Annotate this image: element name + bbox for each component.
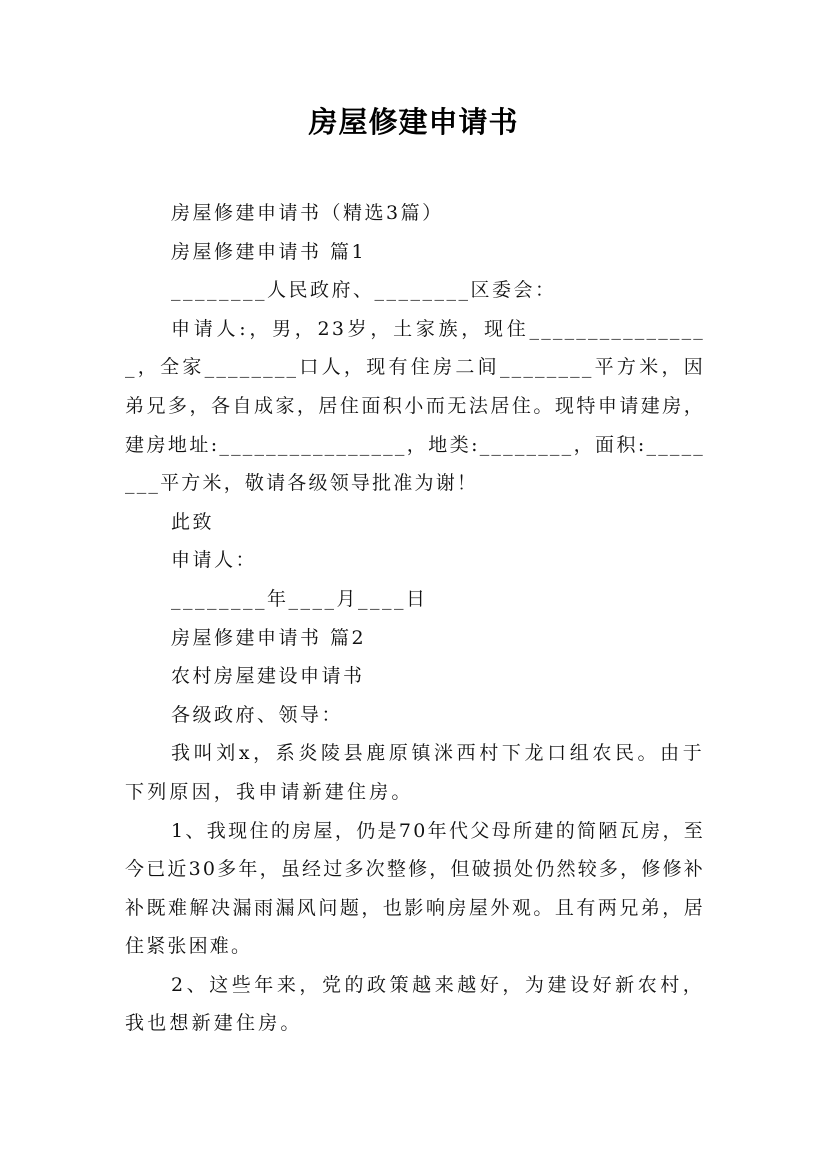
- document-body: [125, 194, 705, 1043]
- paragraph-reason-2: 2、这些年来，党的政策越来越好，为建设好新农村，我也想新建住房。: [125, 973, 705, 1035]
- paragraph-closing: 此致: [171, 510, 215, 533]
- paragraph-intro: 房屋修建申请书（精选3篇）: [171, 202, 444, 224]
- paragraph-application-body: 申请人:，男，23岁，土家族，现住________________，全家________口人，现有住房二间________平方米，因弟兄多，各自成家，居住面积小而无法居住。现特申请建房，建房地址:________________，地类:________，面积:________平方米，敬请各级领导批准为谢！: [125, 317, 705, 495]
- paragraph-section-2-heading: 房屋修建申请书 篇2: [171, 626, 367, 649]
- paragraph-applicant: 申请人：: [171, 549, 258, 572]
- document-title: 房屋修建申请书: [308, 105, 519, 139]
- paragraph-reason-1: 1、我现住的房屋，仍是70年代父母所建的简陋瓦房，至今已近30多年，虽经过多次整修，但破损处仍然较多，修修补补既难解决漏雨漏风问题，也影响房屋外观。且有两兄弟，居住紧张困难。: [125, 819, 705, 958]
- paragraph-salutation-1: ________人民政府、________区委会：: [171, 279, 557, 302]
- paragraph-introduction: 我叫刘x，系炎陵县鹿原镇洣西村下龙口组农民。由于下列原因，我申请新建住房。: [125, 742, 705, 803]
- paragraph-date: ________年____月____日: [171, 587, 428, 610]
- paragraph-section-1-heading: 房屋修建申请书 篇1: [171, 240, 367, 263]
- paragraph-subtitle: 农村房屋建设申请书: [171, 665, 365, 688]
- paragraph-salutation-2: 各级政府、领导：: [171, 703, 344, 726]
